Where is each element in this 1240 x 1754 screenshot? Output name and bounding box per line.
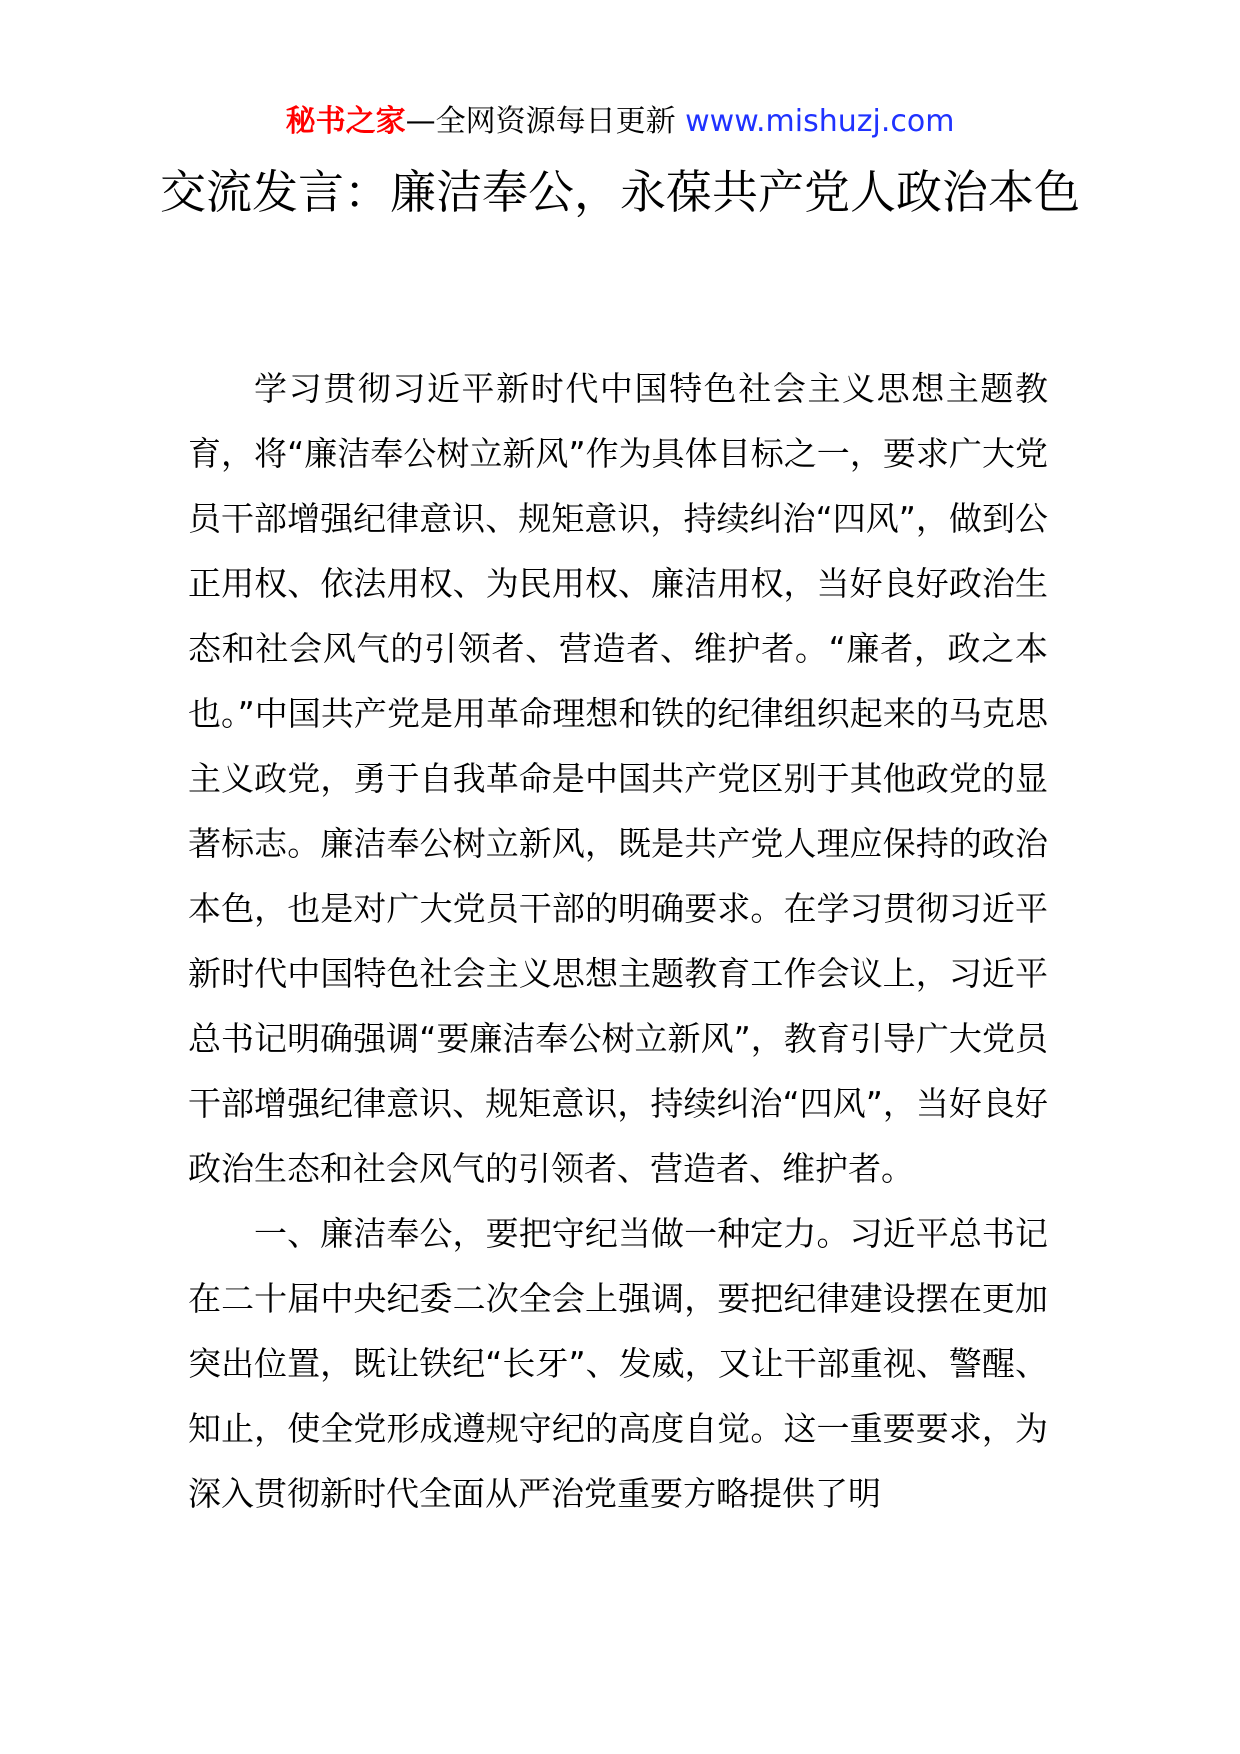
- site-url-link[interactable]: www.mishuzj.com: [685, 104, 955, 139]
- paragraph-intro: 学习贯彻习近平新时代中国特色社会主义思想主题教育，将“廉洁奉公树立新风”作为具体目标之一，要求广大党员干部增强纪律意识、规矩意识，持续纠治“四风”，做到公正用权、依法用权、为民用权、廉洁用权，当好良好政治生态和社会风气的引领者、营造者、维护者。“廉者，政之本也。”中国共产党是用革命理想和铁的纪律组织起来的马克思主义政党，勇于自我革命是中国共产党区别于其他政党的显著标志。廉洁奉公树立新风，既是共产党人理应保持的政治本色，也是对广大党员干部的明确要求。在学习贯彻习近平新时代中国特色社会主义思想主题教育工作会议上，习近平总书记明确强调“要廉洁奉公树立新风”，教育引导广大党员干部增强纪律意识、规矩意识，持续纠治“四风”，当好良好政治生态和社会风气的引领者、营造者、维护者。: [188, 369, 1048, 1188]
- paragraph-section-one: 一、廉洁奉公，要把守纪当做一种定力。习近平总书记在二十届中央纪委二次全会上强调，要把纪律建设摆在更加突出位置，既让铁纪“长牙”、发威，又让干部重视、警醒、知止，使全党形成遵规守纪的高度自觉。这一重要要求，为深入贯彻新时代全面从严治党重要方略提供了明: [188, 1214, 1048, 1513]
- document-title: 交流发言：廉洁奉公，永葆共产党人政治本色: [160, 165, 1080, 219]
- site-header: [0, 102, 1240, 142]
- site-tagline: —全网资源每日更新: [405, 104, 676, 139]
- document-body: [188, 356, 1048, 1526]
- site-brand: 秘书之家: [285, 104, 406, 139]
